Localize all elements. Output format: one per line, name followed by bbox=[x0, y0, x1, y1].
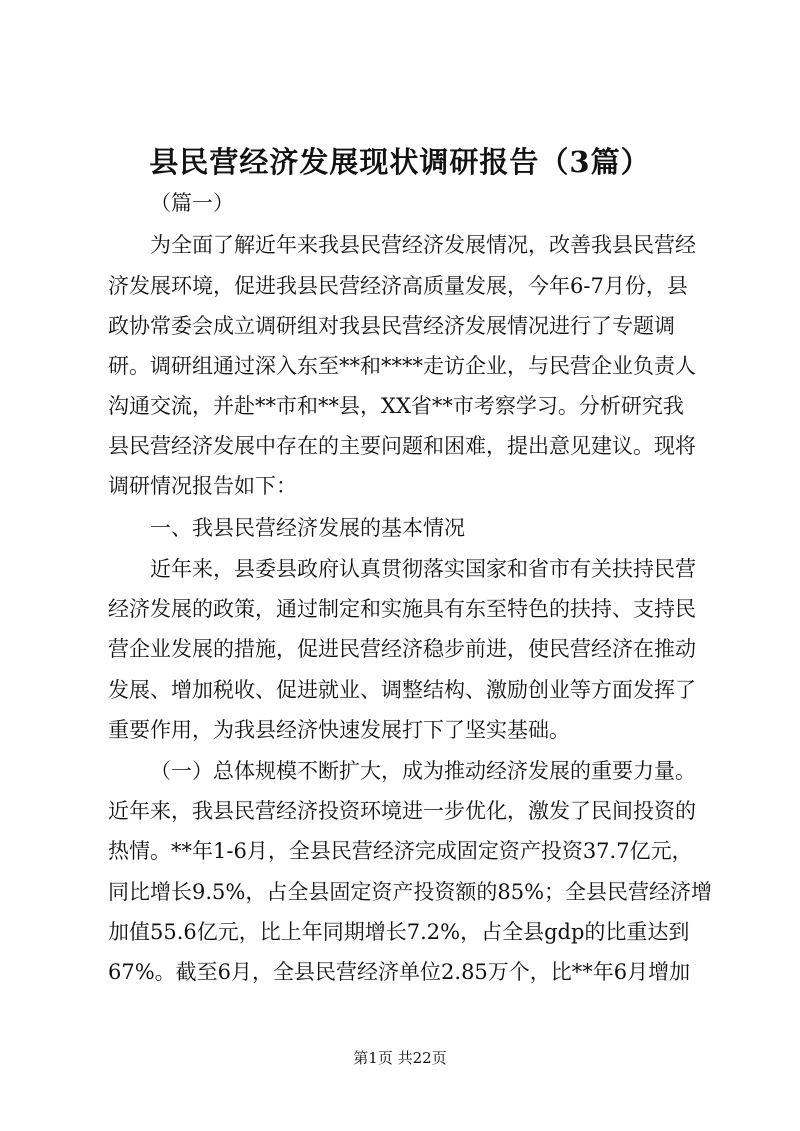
page-number-footer: 第1页 共22页 bbox=[353, 1049, 447, 1067]
paragraph-line: 同比增长9.5%，占全县固定资产投资额的85%；全县民营经济增 bbox=[108, 880, 713, 904]
subsection-heading: （一）总体规模不断扩大，成为推动经济发展的重要力量。 bbox=[150, 759, 696, 783]
paragraph-line: 热情。**年1-6月，全县民营经济完成固定资产投资37.7亿元， bbox=[108, 839, 693, 863]
document-title: 县民营经济发展现状调研报告（3篇） bbox=[149, 145, 651, 179]
section-label: （篇一） bbox=[150, 191, 234, 215]
paragraph-line: 调研情况报告如下： bbox=[108, 474, 297, 498]
paragraph-line: 重要作用，为我县经济快速发展打下了坚实基础。 bbox=[108, 718, 570, 742]
paragraph-line: 沟通交流，并赴**市和**县，XX省**市考察学习。分析研究我 bbox=[108, 394, 684, 418]
paragraph-line: 济发展环境，促进我县民营经济高质量发展，今年6-7月份，县 bbox=[108, 274, 688, 298]
paragraph-line: 经济发展的政策，通过制定和实施具有东至特色的扶持、支持民 bbox=[108, 597, 696, 621]
paragraph-line: 近年来，我县民营经济投资环境进一步优化，激发了民间投资的 bbox=[108, 799, 696, 823]
paragraph-line: 县民营经济发展中存在的主要问题和困难，提出意见建议。现将 bbox=[108, 434, 696, 458]
paragraph-line: 67%。截至6月，全县民营经济单位2.85万个，比**年6月增加 bbox=[108, 960, 691, 984]
paragraph-line: 研。调研组通过深入东至**和****走访企业，与民营企业负责人 bbox=[108, 354, 696, 378]
paragraph-line: 营企业发展的措施，促进民营经济稳步前进，使民营经济在推动 bbox=[108, 637, 696, 661]
paragraph-line: 发展、增加税收、促进就业、调整结构、激励创业等方面发挥了 bbox=[108, 678, 696, 702]
section-heading: 一、我县民营经济发展的基本情况 bbox=[150, 516, 465, 540]
paragraph-line: 加值55.6亿元，比上年同期增长7.2%，占全县gdp的比重达到 bbox=[108, 920, 690, 944]
paragraph-line: 政协常委会成立调研组对我县民营经济发展情况进行了专题调 bbox=[108, 314, 675, 338]
paragraph-line: 为全面了解近年来我县民营经济发展情况，改善我县民营经 bbox=[150, 233, 696, 257]
paragraph-line: 近年来，县委县政府认真贯彻落实国家和省市有关扶持民营 bbox=[150, 557, 696, 581]
